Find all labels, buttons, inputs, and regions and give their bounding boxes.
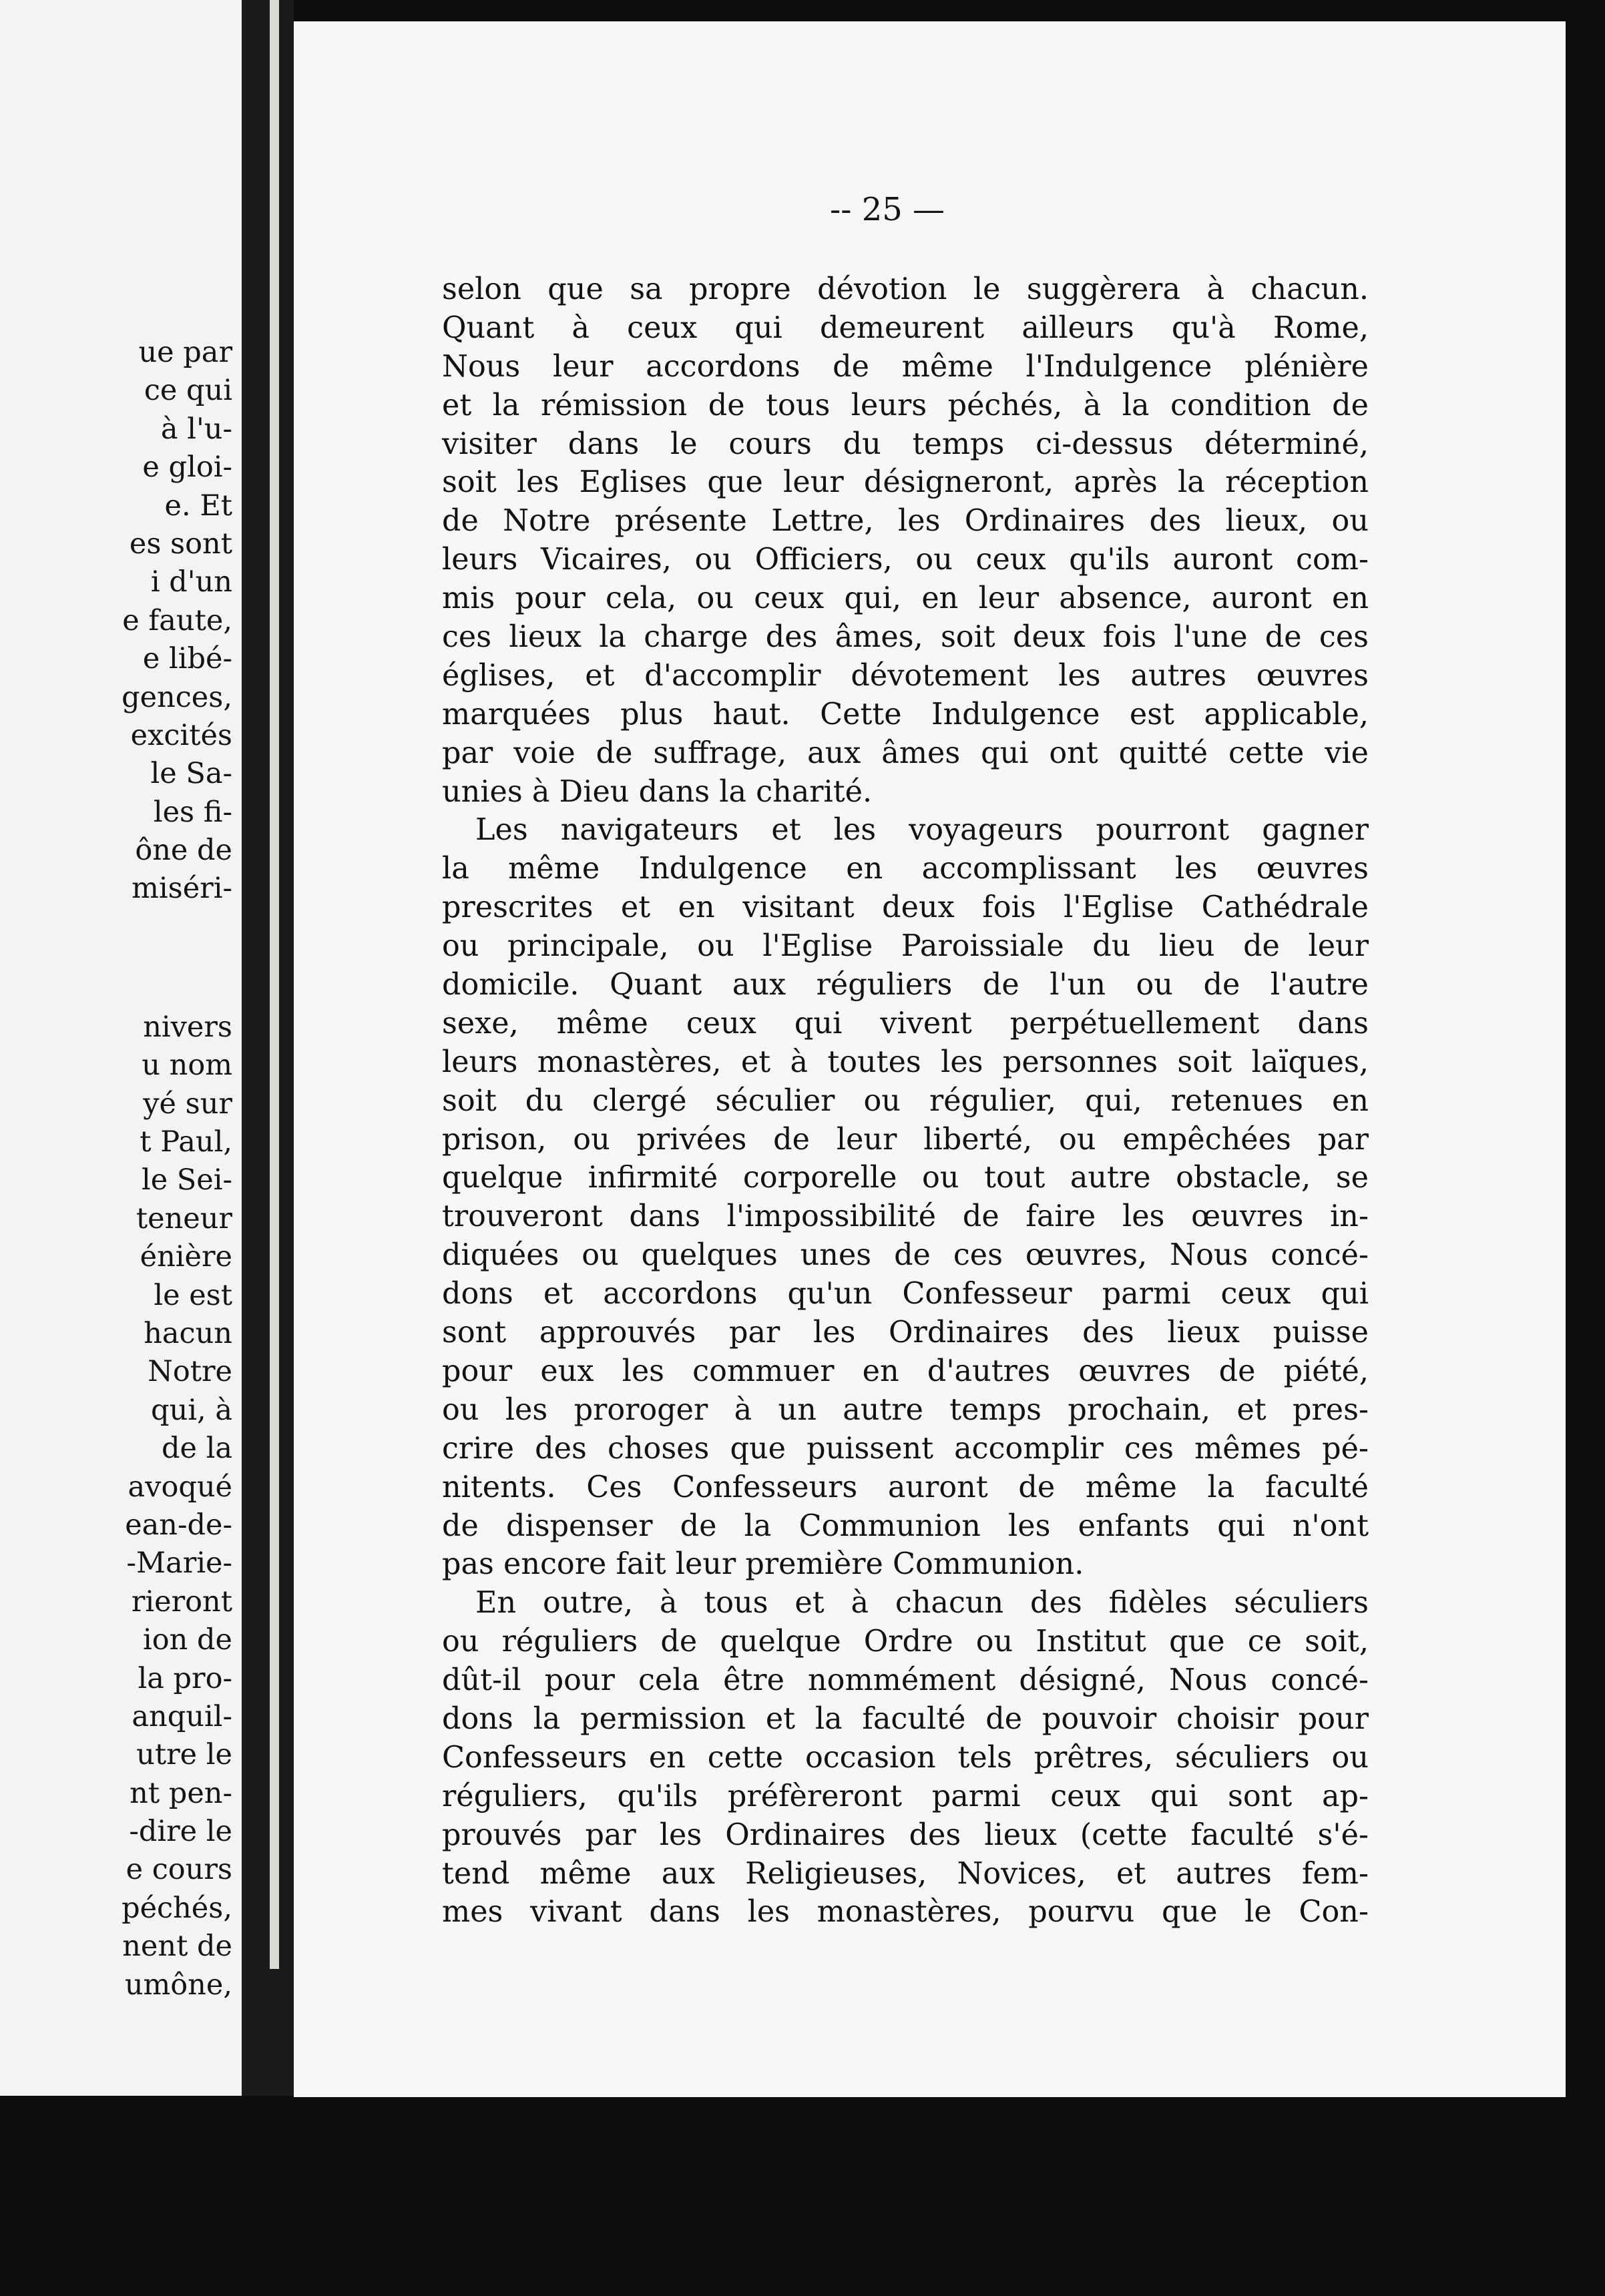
left-page-line: anquil- [132,1699,232,1733]
text-line: prouvés par les Ordinaires des lieux (cette faculté s'é- [442,1817,1369,1852]
text-line: En outre, à tous et à chacun des fidèles séculiers [475,1586,1369,1621]
left-page-line: yé sur [143,1087,232,1121]
left-page-line: énière [140,1240,232,1274]
text-line: domicile. Quant aux réguliers de l'un ou de l'autre [442,968,1369,1002]
left-page-line: utre le [136,1738,232,1772]
left-page-line: le est [154,1278,232,1312]
left-page-line: teneur [136,1201,232,1235]
text-line: nitents. Ces Confesseurs auront de même la faculté [442,1470,1369,1504]
left-page-line: excités [130,718,232,752]
text-line: selon que sa propre dévotion le suggèrera à chacun. [442,272,1369,306]
text-line: leurs Vicaires, ou Officiers, ou ceux qu'ils auront com- [442,543,1369,577]
left-page-line: ce qui [144,374,232,408]
gutter-edge [270,0,279,1969]
left-page-line: nt pen- [130,1776,232,1810]
text-line: prescrites et en visitant deux fois l'Eglise Cathédrale [442,890,1369,925]
left-page [0,0,242,2096]
text-line: quelque infirmité corporelle ou tout autre obstacle, se [442,1161,1369,1195]
text-line: trouveront dans l'impossibilité de faire les œuvres in- [442,1199,1369,1234]
left-page-line: u nom [142,1049,232,1083]
left-page-line: e libé- [142,642,232,676]
text-line: églises, et d'accomplir dévotement les autres œuvres [442,658,1369,693]
text-line: Confesseurs en cette occasion tels prêtres, séculiers ou [442,1740,1369,1775]
left-page-line: miséri- [132,872,232,906]
text-line: dons la permission et la faculté de pouvoir choisir pour [442,1701,1369,1736]
left-page-line: ue par [138,336,232,369]
text-line: de Notre présente Lettre, les Ordinaires des lieux, ou [442,504,1369,539]
text-line: prison, ou privées de leur liberté, ou empêchées par [442,1122,1369,1157]
text-line: Nous leur accordons de même l'Indulgence plénière [442,349,1369,384]
text-line: par voie de suffrage, aux âmes qui ont quitté cette vie [442,736,1369,770]
text-line: ou réguliers de quelque Ordre ou Institut que ce soit, [442,1625,1369,1659]
left-page-line: qui, à [151,1393,232,1427]
left-page-line: Notre [148,1355,232,1389]
left-page-line: nivers [143,1010,232,1044]
text-line: soit les Eglises que leur désigneront, après la réception [442,465,1369,500]
text-line: réguliers, qu'ils préfèreront parmi ceux qui sont ap- [442,1779,1369,1813]
text-line: ou les proroger à un autre temps prochain, et pres- [442,1392,1369,1427]
left-page-line: -Marie- [126,1546,232,1581]
text-line: dût-il pour cela être nommément désigné, Nous concé- [442,1663,1369,1698]
left-page-line: t Paul, [140,1125,232,1159]
left-page-line: la pro- [138,1661,232,1695]
text-line: et la rémission de tous leurs péchés, à la condition de [442,388,1369,422]
text-line: soit du clergé séculier ou régulier, qui, retenues en [442,1083,1369,1118]
text-line: ces lieux la charge des âmes, soit deux fois l'une de ces [442,620,1369,655]
left-page-line: e cours [126,1853,232,1887]
left-page-line: -dire le [129,1815,232,1849]
text-line: leurs monastères, et à toutes les personnes soit laïques, [442,1045,1369,1079]
text-line: pas encore fait leur première Communion. [442,1547,1084,1582]
left-page-line: hacun [144,1316,232,1350]
left-page-line: ion de [143,1623,232,1657]
paragraph-gap [0,908,232,1009]
text-line: la même Indulgence en accomplissant les œuvres [442,852,1369,886]
text-line: diquées ou quelques unes de ces œuvres, Nous concé- [442,1238,1369,1273]
text-line: marquées plus haut. Cette Indulgence est applicable, [442,697,1369,732]
left-page-line: umône, [124,1968,232,2002]
left-page-line: gences, [122,680,232,714]
text-line: crire des choses que puissent accomplir ces mêmes pé- [442,1431,1369,1466]
text-line: tend même aux Religieuses, Novices, et autres fem- [442,1856,1369,1891]
text-line: mes vivant dans les monastères, pourvu que le Con- [442,1895,1369,1930]
text-line: dons et accordons qu'un Confesseur parmi ceux qui [442,1277,1369,1312]
left-page-line: péchés, [122,1891,232,1925]
left-page-line: e. Et [164,489,232,523]
left-page-line: ône de [135,834,232,868]
left-page-line: i d'un [150,565,232,599]
left-page-line: de la [161,1432,232,1466]
left-page-line: à l'u- [160,412,232,446]
left-page-line: es sont [129,527,232,561]
text-line: sont approuvés par les Ordinaires des lieux puisse [442,1316,1369,1350]
body-text [442,270,1369,1932]
left-page-line: avoqué [128,1470,232,1504]
text-line: Quant à ceux qui demeurent ailleurs qu'à Rome, [442,310,1369,345]
left-page-line: les fi- [153,795,232,829]
left-page-line: le Sa- [150,757,232,791]
text-line: de dispenser de la Communion les enfants qui n'ont [442,1508,1369,1543]
left-page-line: e faute, [122,603,232,637]
text-line: unies à Dieu dans la charité. [442,774,873,809]
text-line: pour eux les commuer en d'autres œuvres de piété, [442,1354,1369,1388]
book-gutter [242,0,294,2096]
page-number: -- 25 — [830,191,945,228]
text-line: ou principale, ou l'Eglise Paroissiale du lieu de leur [442,929,1369,964]
left-page-text [0,334,232,2004]
right-page [294,21,1566,2097]
text-line: Les navigateurs et les voyageurs pourront gagner [475,813,1369,848]
left-page-line: le Sei- [141,1163,232,1197]
left-page-line: rieront [131,1585,232,1619]
left-page-line: ean-de- [125,1508,232,1542]
left-page-line: nent de [122,1930,232,1964]
text-line: mis pour cela, ou ceux qui, en leur absence, auront en [442,581,1369,616]
text-line: sexe, même ceux qui vivent perpétuellement dans [442,1006,1369,1041]
left-page-line: e gloi- [142,451,232,485]
text-line: visiter dans le cours du temps ci-dessus déterminé, [442,426,1369,461]
